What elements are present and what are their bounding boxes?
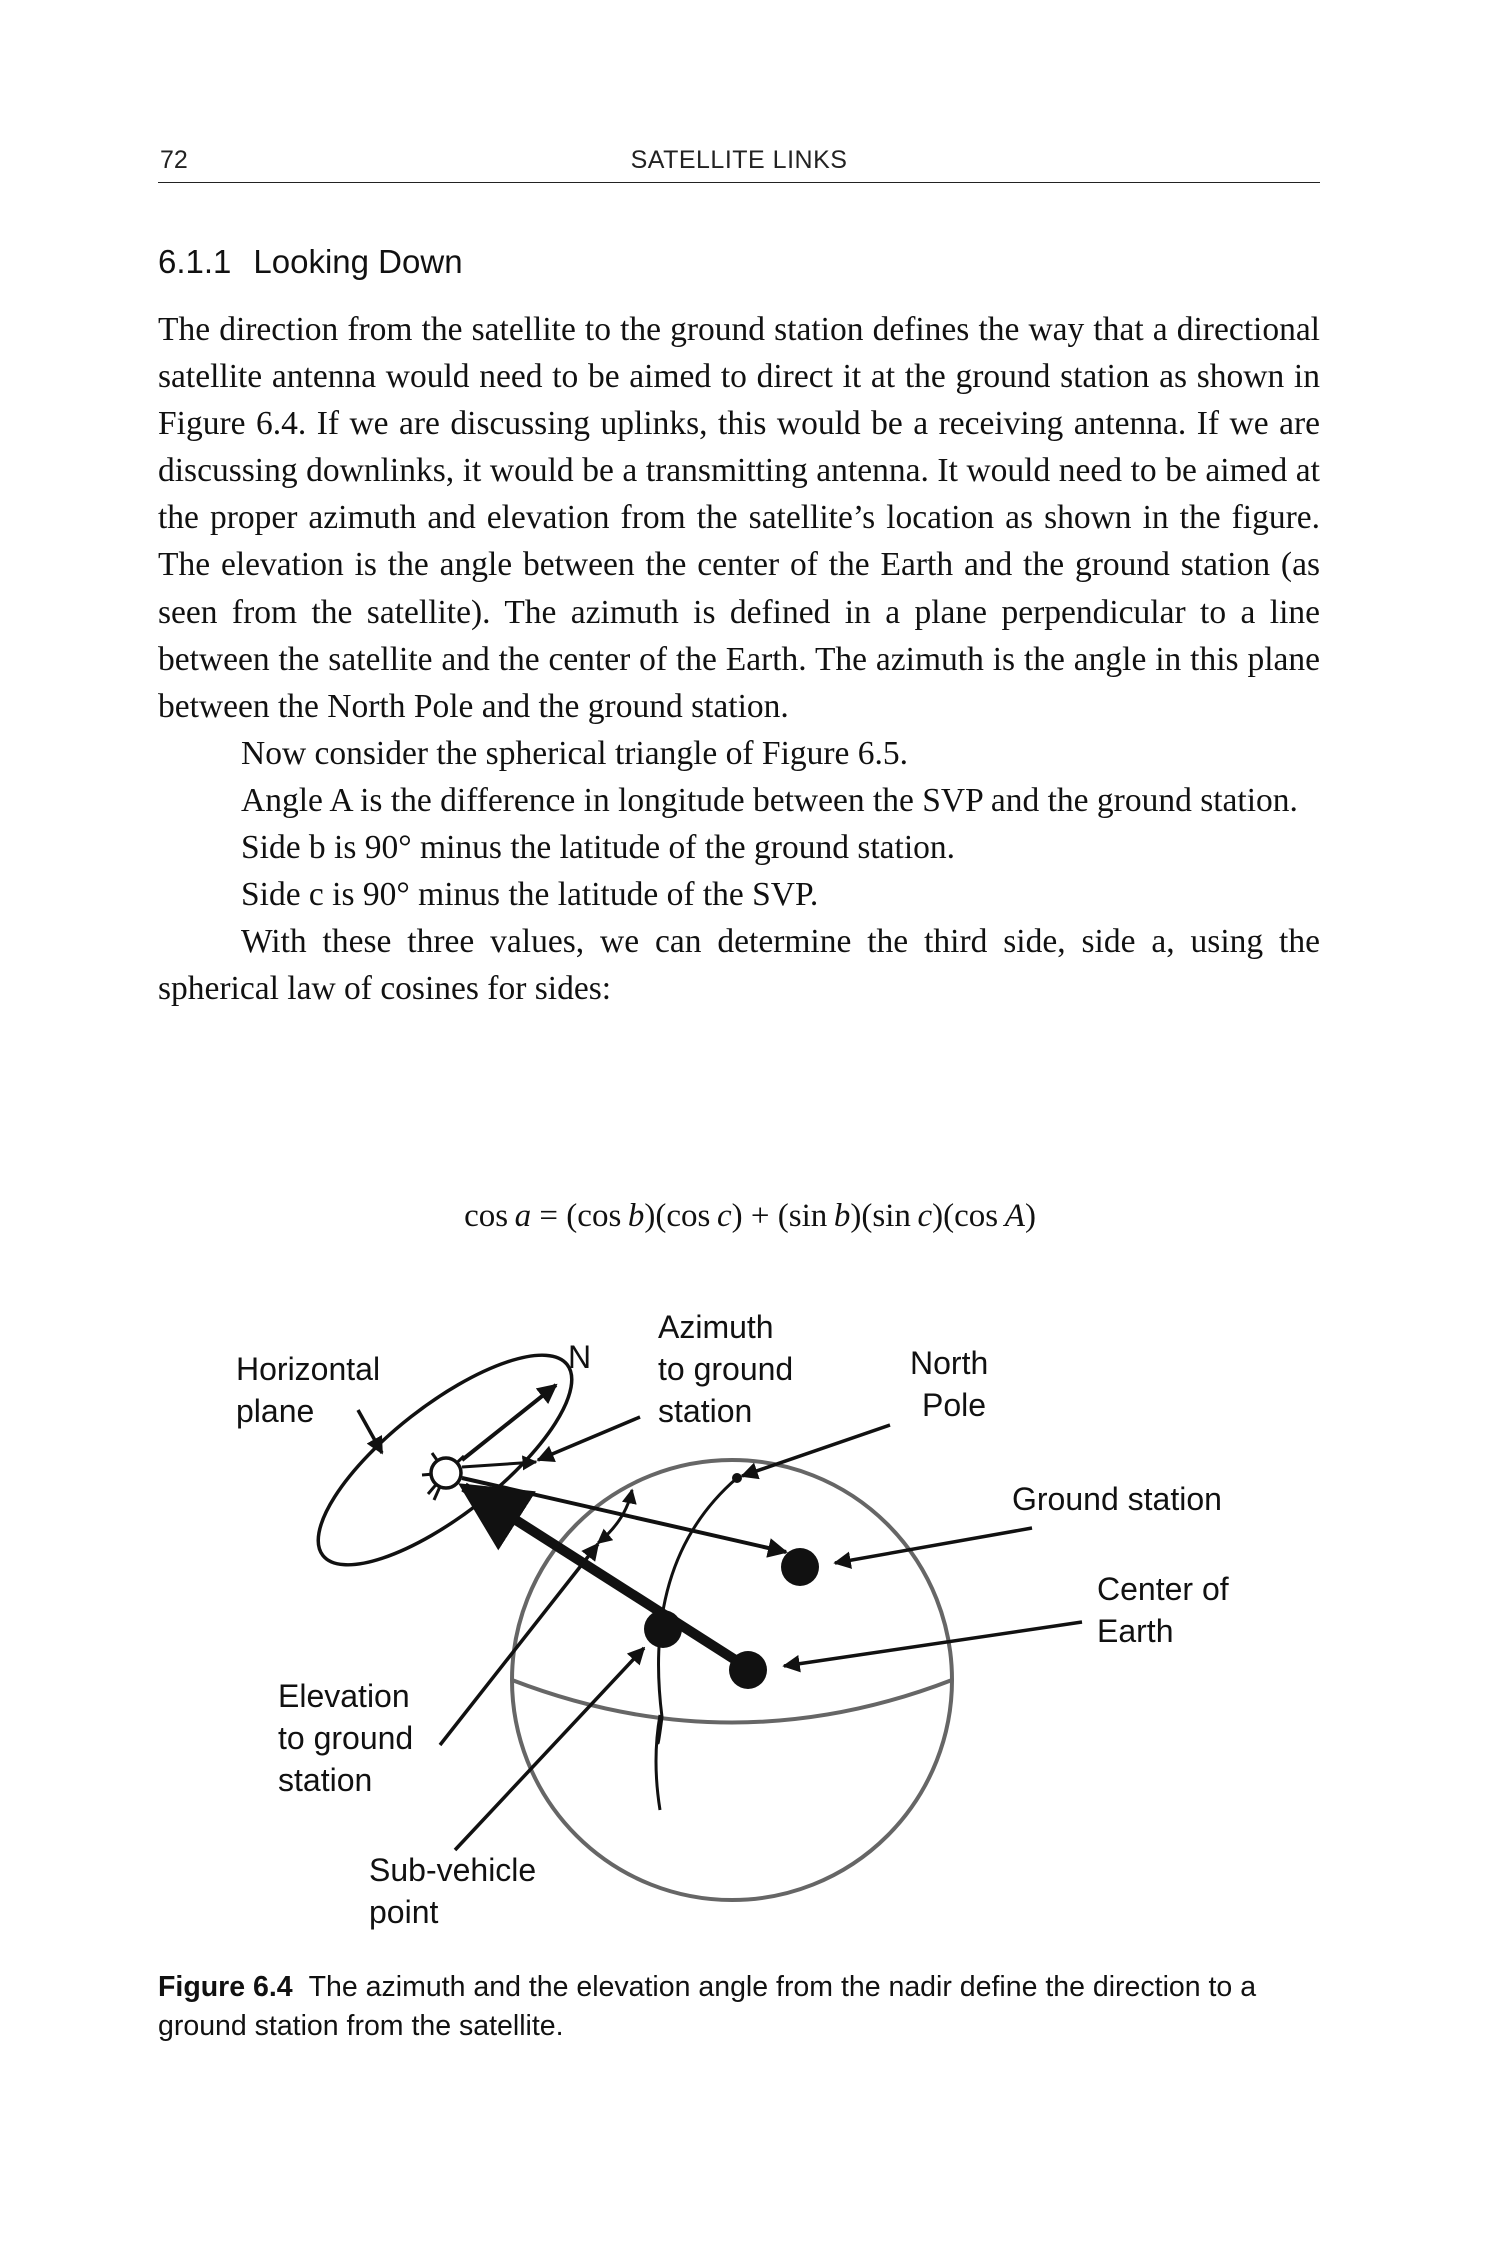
paragraph-side-b: Side b is 90° minus the latitude of the ground station. (241, 829, 956, 867)
paragraph-looking-down: The direction from the satellite to the ground station defines the way that a directional satellite antenna would need to be aimed to direct it at the ground station as shown in Figure 6.4. If we are discussing uplinks, this would be a receiving antenna. If we are discussing downlinks, it would be a transmitting antenna. It would need to be aimed at the proper azimuth and elevation from the satellite’s location as shown in the figure. The elevation is the angle between the center of the Earth and the ground station (as seen from the satellite). The azimuth is defined in a plane perpendicular to a line between the satellite and the center of the Earth. The azimuth is the angle in this plane between the North Pole and the ground station. (158, 311, 1320, 725)
label-sub-vehicle-2: point (369, 1894, 439, 1930)
label-elevation-1: Elevation (278, 1678, 410, 1714)
satellite-icon (422, 1453, 464, 1500)
figure-6-4 (0, 1290, 1500, 1990)
label-ground-station: Ground station (1012, 1481, 1222, 1517)
leader-ground-station (835, 1528, 1032, 1563)
running-head: SATELLITE LINKS (630, 146, 848, 174)
leader-sub-vehicle (455, 1648, 644, 1850)
page-number: 72 (160, 146, 188, 174)
line-to-azimuth-point (462, 1462, 536, 1467)
leader-elevation (440, 1544, 598, 1745)
label-azimuth-1: Azimuth (658, 1309, 774, 1345)
label-north: N (568, 1339, 592, 1375)
caption-text: The azimuth and the elevation angle from the nadir define the direction to a ground station from the satellite. (158, 1971, 1257, 2042)
label-horizontal-plane-1: Horizontal (236, 1351, 381, 1387)
sub-vehicle-point (644, 1610, 682, 1648)
leader-north-pole (742, 1425, 890, 1476)
label-azimuth-3: station (658, 1393, 753, 1429)
section-number: 6.1.1 (158, 243, 232, 280)
section-heading (158, 243, 463, 281)
north-pole-dot (732, 1473, 742, 1483)
paragraph-law-of-cosines: With these three values, we can determine the third side, side a, using the spherical law of cosines for sides: (158, 923, 1320, 1008)
paragraph-angle-a: Angle A is the difference in longitude between the SVP and the ground station. (241, 781, 1298, 819)
page-header (158, 142, 1320, 183)
label-sub-vehicle-1: Sub-vehicle (369, 1852, 537, 1888)
label-center-of-earth-1: Center of (1097, 1571, 1229, 1607)
paragraph-side-c: Side c is 90° minus the latitude of the SVP. (241, 876, 819, 914)
nadir-line (464, 1487, 748, 1668)
ground-station-point (781, 1548, 819, 1586)
law-of-cosines-equation: cos a = (cos b)(cos c) + (sin b)(sin c)(cos A) (464, 1198, 1036, 1234)
paragraph-spherical-triangle: Now consider the spherical triangle of Figure 6.5. (241, 734, 909, 772)
figure-caption (158, 1968, 1320, 2046)
center-of-earth-point (729, 1651, 767, 1689)
section-title: Looking Down (253, 243, 463, 280)
label-center-of-earth-2: Earth (1097, 1613, 1174, 1649)
label-north-pole-2: Pole (922, 1387, 987, 1423)
label-horizontal-plane-2: plane (236, 1393, 315, 1429)
body-text (158, 306, 1320, 1012)
caption-figure-number: Figure 6.4 (158, 1971, 293, 2003)
label-elevation-2: to ground (278, 1720, 414, 1756)
label-elevation-3: station (278, 1762, 373, 1798)
label-azimuth-2: to ground (658, 1351, 794, 1387)
line-to-north (462, 1385, 556, 1460)
satellite-geometry-diagram (0, 1290, 1500, 1990)
leader-center-of-earth (784, 1622, 1082, 1666)
label-north-pole-1: North (910, 1345, 989, 1381)
leader-horizontal-plane (358, 1410, 382, 1453)
